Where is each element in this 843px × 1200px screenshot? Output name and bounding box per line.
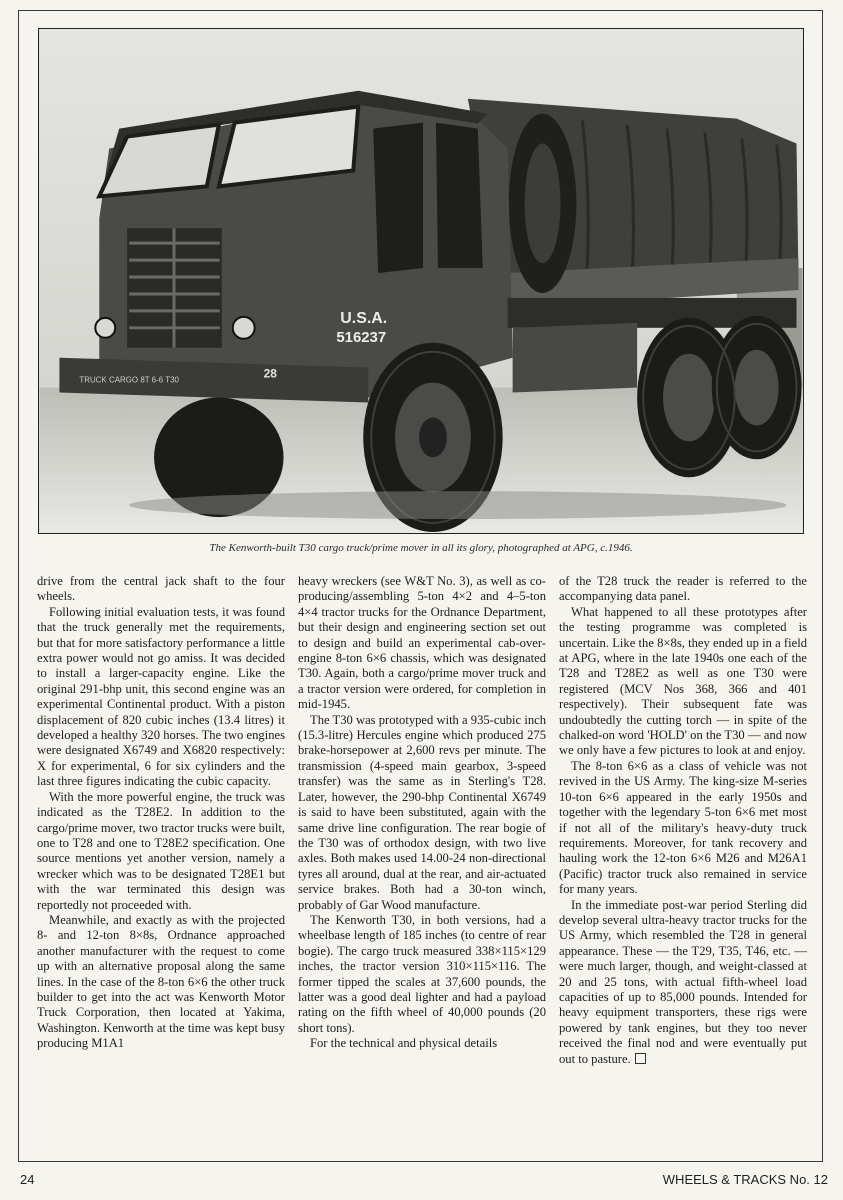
paragraph: drive from the central jack shaft to the four wheels. — [37, 574, 285, 604]
paragraph-text: In the immediate post-war period Sterling did develop several ultra-heavy tractor trucks for the US Army, which resembled the T28 in general appearance. These — the T29, T35, T46, etc. — were much larger, though, and weight-classed at 20 and 25 tons, with actual fifth-wheel load capacities of up to 85,000 pounds. Intended for heavy equipment transporters, these rigs were powered by tank engines, but they too never received the final nod and were eventually put out to pasture. — [559, 897, 807, 1066]
paragraph: heavy wreckers (see W&T No. 3), as well as co-producing/assembling 5-ton 4×2 and 4–5-ton 4×4 tractor trucks for the Ordnance Department, but their design and engineering section set out to design and build an experimental cab-over-engine 8-ton 6×6 chassis, which was designated T30. Again, both a cargo/prime mover truck and a tractor version were ordered, for completion in mid-1945. — [298, 574, 546, 712]
photo-caption: The Kenworth-built T30 cargo truck/prime mover in all its glory, photographed at APG, c.1946. — [209, 542, 633, 554]
paragraph: With the more powerful engine, the truck was indicated as the T28E2. In addition to the cargo/prime mover, two tractor trucks were built, one to T28 and one to T28E2 specification. One source mentions yet another version, namely a wrecker which was to be designated T28E1 but with the war terminated this design was reportedly not proceeded with. — [37, 789, 285, 912]
paragraph: The Kenworth T30, in both versions, had a wheelbase length of 185 inches (to centre of rear bogie). The cargo truck measured 338×115×129 inches, the tractor version 310×115×116. The former tipped the scales at 37,600 pounds, the latter was a good deal lighter and had a payload rating on the fifth wheel of 40,000 pounds (20 short tons). — [298, 912, 546, 1035]
truck-photo — [38, 28, 804, 534]
paragraph: The 8-ton 6×6 as a class of vehicle was not revived in the US Army. The king-size M-series 10-ton 6×6 appeared in the early 1950s and together with the legendary 5-ton 6×6 met most if not all of the military's heavy-duty truck requirements. Moreover, for tank recovery and hauling work the 12-ton 6×6 M26 and M26A1 (Pacific) tractor truck also remained in service for many years. — [559, 758, 807, 897]
bumper-number: 28 — [263, 366, 277, 381]
paragraph: What happened to all these prototypes after the testing programme was completed is uncertain. Like the 8×8s, they ended up in a field at APG, where in the late 1940s one each of the T28 and T28E2 as well as one T30 were registered (MCV Nos 368, 366 and 401 respectively). Their subsequent fate was undoubtedly the cutting torch — in spite of the chalked-on word 'HOLD' on the T30 — and now we only have a few pictures to look at and enjoy. — [559, 604, 807, 758]
end-of-article-mark — [635, 1053, 646, 1064]
magazine-issue: WHEELS & TRACKS No. 12 — [662, 1172, 828, 1187]
hood-plate-line2: 516237 — [336, 328, 387, 346]
paragraph: of the T28 truck the reader is referred to the accompanying data panel. — [559, 574, 807, 604]
paragraph: Following initial evaluation tests, it was found that the truck generally met the requirements, but that for more satisfactory performance a little extra power would not go amiss. It was decided to install a larger-capacity engine. Like the original 291-bhp unit, this second engine was an experimental Continental product. With a piston displacement of 820 cubic inches (13.4 litres) it developed a healthy 320 horses. The two engines were designated X6749 and X6820 respectively: X for experimental, 6 for six cylinders and the last three figures indicating the cubic capacity. — [37, 604, 285, 789]
article-column-3 — [559, 574, 807, 1146]
paragraph — [559, 898, 807, 1067]
article-body — [37, 574, 807, 1146]
article-column-1 — [37, 574, 285, 1146]
paragraph: Meanwhile, and exactly as with the projected 8- and 12-ton 8×8s, Ordnance approached another manufacturer with the request to come up with an alternative proposal along the same lines. In the case of the 8-ton 6×6 the other truck builder to get into the act was Kenworth Motor Truck Corporation, then located at Yakima, Washington. Kenworth at the time was kept busy producing M1A1 — [37, 912, 285, 1051]
article-column-2 — [298, 574, 546, 1146]
bumper-text: TRUCK CARGO 8T 6-6 T30 — [79, 375, 179, 385]
page-number: 24 — [20, 1172, 35, 1187]
hood-plate-line1: U.S.A. — [340, 309, 388, 327]
page-footer — [20, 1172, 828, 1187]
paragraph: The T30 was prototyped with a 935-cubic inch (15.3-litre) Hercules engine which produced 275 brake-horsepower at 2,600 revs per minute. The transmission (4-speed main gearbox, 3-speed transfer) was the same as in Sterling's T28. Later, however, the 290-bhp Continental X6749 is said to have been substituted, again with the same drive line configuration. The rear bogie of the T30 was of orthodox design, with two live axles. Both makes used 14.00-24 non-directional tyres all around, dual at the rear, and air-actuated service brakes. Both had a 30-ton winch, probably of Gar Wood manufacture. — [298, 712, 546, 912]
truck-photo-illustration — [39, 29, 803, 533]
paragraph: For the technical and physical details — [310, 1036, 498, 1051]
